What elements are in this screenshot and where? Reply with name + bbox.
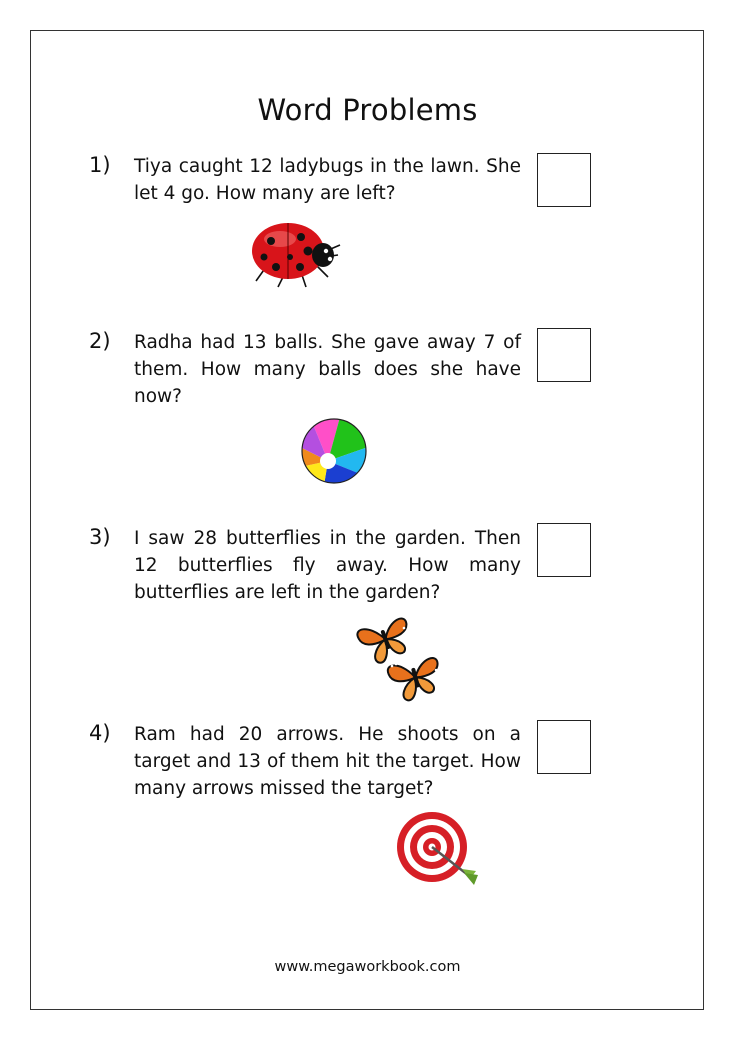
problem-3-number: 3) [89, 525, 111, 549]
beach-ball-icon [300, 417, 368, 485]
problem-2-answer-box[interactable] [537, 328, 591, 382]
problem-1-number: 1) [89, 153, 111, 177]
problem-2-number: 2) [89, 329, 111, 353]
page-title: Word Problems [257, 93, 478, 127]
footer-url: www.megaworkbook.com [274, 959, 461, 975]
ladybug-icon [246, 217, 346, 289]
problem-1-text: Tiya caught 12 ladybugs in the lawn. She let 4 go. How many are left? [134, 156, 521, 204]
problem-2-text: Radha had 13 balls. She gave away 7 of them. How many balls does she have now? [134, 332, 521, 407]
butterfly-icon [352, 614, 446, 702]
target-icon [396, 809, 484, 891]
problem-1-answer-box[interactable] [537, 153, 591, 207]
problem-4-text: Ram had 20 arrows. He shoots on a target and 13 of them hit the target. How many arrows missed the target? [134, 724, 521, 799]
problem-3-answer-box[interactable] [537, 523, 591, 577]
problem-3-text: I saw 28 butterflies in the garden. Then 12 butterflies fly away. How many butterflies are left in the garden? [134, 528, 521, 603]
problem-4-answer-box[interactable] [537, 720, 591, 774]
problem-4-number: 4) [89, 721, 111, 745]
